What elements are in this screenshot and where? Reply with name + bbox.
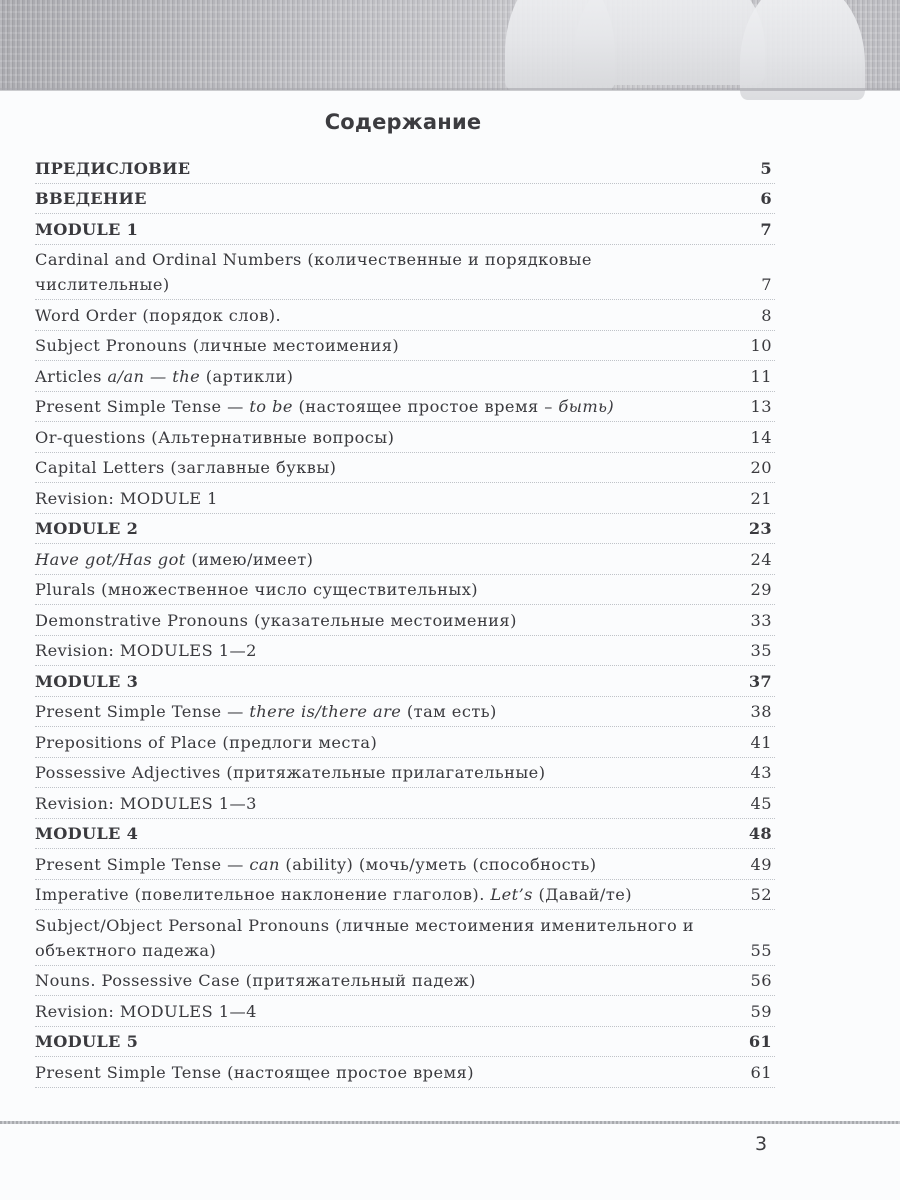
toc-entry[interactable] — [35, 849, 775, 880]
toc-entry-text: Present Simple Tense — — [35, 702, 250, 721]
toc-entry-italic-text: Let’s — [490, 885, 533, 904]
toc-entry[interactable] — [35, 758, 775, 789]
toc-entry[interactable] — [35, 880, 775, 911]
decorative-shape — [575, 0, 765, 85]
decorative-shape — [740, 0, 865, 100]
toc-entry-title — [35, 669, 742, 694]
toc-entry-title — [35, 217, 742, 242]
toc-entry-title — [35, 364, 742, 389]
toc-entry-text: Present Simple Tense — — [35, 397, 250, 416]
toc-page-number: 24 — [750, 549, 772, 569]
toc-entry-title — [35, 999, 742, 1024]
toc-page-number: 14 — [750, 427, 772, 447]
toc-entry[interactable] — [35, 636, 775, 667]
toc-entry[interactable] — [35, 727, 775, 758]
toc-section-heading[interactable] — [35, 819, 775, 850]
page-title: Содержание — [324, 110, 482, 134]
toc-entry-title — [35, 1029, 742, 1054]
toc-entry[interactable] — [35, 544, 775, 575]
toc-entry-text: MODULE 3 — [35, 671, 139, 691]
toc-entry-text: (Давай/те) — [532, 885, 633, 904]
toc-page-number: 8 — [761, 305, 772, 325]
toc-entry-title — [35, 486, 742, 511]
toc-page-number: 61 — [748, 1032, 772, 1051]
toc-section-heading[interactable] — [35, 153, 775, 184]
toc-entry-text: ПРЕДИСЛОВИЕ — [35, 158, 191, 178]
toc-entry-title — [35, 516, 742, 541]
toc-entry-text: Revision: MODULES 1—3 — [35, 793, 257, 813]
toc-entry-text: Word Order (порядок слов). — [35, 305, 282, 325]
toc-entry-text: Nouns. Possessive Case (притяжательный падеж) — [35, 971, 476, 990]
toc-page-number: 23 — [748, 519, 772, 538]
toc-entry-title — [35, 455, 742, 480]
toc-entry[interactable] — [35, 453, 775, 484]
toc-entry-title — [35, 156, 742, 181]
toc-entry-text: Or-questions (Альтернативные вопросы) — [35, 427, 395, 447]
toc-entry-title — [35, 608, 742, 633]
toc-entry[interactable] — [35, 605, 775, 636]
toc-page-number: 59 — [750, 1001, 772, 1021]
toc-page-number: 41 — [750, 732, 772, 752]
toc-entry-italic-text: a/an — the — [107, 366, 201, 386]
toc-entry-text: (ability) (мочь/уметь (способность) — [279, 854, 597, 874]
toc-entry[interactable] — [35, 392, 775, 423]
toc-entry[interactable] — [35, 697, 775, 728]
toc-entry-italic-text: there is/there are — [249, 702, 402, 721]
toc-entry[interactable] — [35, 966, 775, 997]
toc-page-number: 48 — [748, 824, 772, 843]
toc-section-heading[interactable] — [35, 184, 775, 215]
toc-entry[interactable] — [35, 245, 775, 301]
toc-entry-text: (настоящее простое время – — [292, 397, 559, 416]
header-decorative-band — [0, 0, 900, 90]
toc-entry-title — [35, 247, 742, 297]
toc-entry-italic-text: Have got/Has got — [35, 549, 186, 569]
toc-entry-title — [35, 333, 742, 358]
toc-page-number: 45 — [750, 793, 772, 813]
toc-entry-text: (артикли) — [200, 366, 294, 386]
toc-page-number: 56 — [750, 971, 772, 990]
toc-entry-text: MODULE 1 — [35, 219, 139, 239]
toc-entry-text: Prepositions of Place (предлоги места) — [35, 732, 378, 752]
toc-page-number: 33 — [750, 610, 772, 630]
toc-page-number: 13 — [750, 397, 772, 416]
toc-entry-text: Possessive Adjectives (притяжательные прилагательные) — [35, 763, 546, 782]
toc-entry-title — [35, 1060, 742, 1085]
toc-entry-text: Revision: MODULES 1—4 — [35, 1001, 257, 1021]
toc-entry-title — [35, 913, 742, 963]
toc-section-heading[interactable] — [35, 214, 775, 245]
toc-entry-title — [35, 852, 742, 877]
toc-entry-text: Cardinal and Ordinal Numbers (количественные и порядковые числительные) — [35, 250, 592, 294]
toc-page-number: 7 — [760, 219, 772, 239]
toc-entry-title — [35, 547, 742, 572]
toc-entry-text: Demonstrative Pronouns (указательные местоимения) — [35, 610, 517, 630]
toc-page-number: 6 — [760, 189, 772, 208]
table-of-contents — [35, 153, 775, 1088]
toc-page-number: 37 — [748, 671, 772, 691]
toc-entry-text: Capital Letters (заглавные буквы) — [35, 458, 337, 477]
toc-entry[interactable] — [35, 422, 775, 453]
toc-page-number: 11 — [750, 366, 772, 386]
toc-entry-title — [35, 821, 742, 846]
toc-entry-italic-text: to be — [249, 397, 293, 416]
toc-entry-text: Present Simple Tense (настоящее простое время) — [35, 1062, 474, 1082]
toc-page-number: 5 — [760, 158, 772, 178]
toc-entry-text: ВВЕДЕНИЕ — [35, 189, 147, 208]
toc-entry-text: Revision: MODULE 1 — [35, 488, 218, 508]
toc-entry-title — [35, 791, 742, 816]
toc-page-number: 38 — [750, 702, 772, 721]
toc-entry[interactable] — [35, 300, 775, 331]
toc-entry-text: Subject/Object Personal Pronouns (личные местоимения именительного и объектного падежа) — [35, 915, 695, 960]
toc-entry-title — [35, 882, 742, 907]
toc-entry[interactable] — [35, 483, 775, 514]
toc-entry-text: MODULE 2 — [35, 519, 139, 538]
toc-page-number: 20 — [750, 458, 772, 477]
toc-entry-title — [35, 425, 742, 450]
toc-entry-title — [35, 303, 742, 328]
toc-entry-title — [35, 968, 742, 993]
toc-page-number: 55 — [750, 940, 772, 960]
toc-page-number: 29 — [750, 580, 772, 599]
toc-entry[interactable] — [35, 788, 775, 819]
toc-entry-text: (имею/имеет) — [185, 549, 314, 569]
toc-entry-title — [35, 638, 742, 663]
toc-entry-title — [35, 394, 742, 419]
toc-entry-title — [35, 577, 742, 602]
toc-page-number: 43 — [750, 763, 772, 782]
toc-page-number: 61 — [750, 1062, 772, 1082]
toc-entry-title — [35, 186, 742, 211]
toc-page-number: 7 — [761, 275, 772, 294]
toc-entry-text: Imperative (повелительное наклонение глаголов). — [35, 885, 491, 904]
toc-section-heading[interactable] — [35, 1027, 775, 1058]
toc-page-number: 35 — [750, 641, 772, 660]
toc-entry-title — [35, 760, 742, 785]
toc-entry-title — [35, 699, 742, 724]
footer-divider — [0, 1121, 900, 1124]
toc-entry[interactable] — [35, 331, 775, 362]
toc-entry-text: Plurals (множественное число существительных) — [35, 580, 479, 599]
toc-entry[interactable] — [35, 910, 775, 966]
toc-page-number: 52 — [750, 885, 772, 904]
toc-entry-text: Present Simple Tense — — [35, 854, 250, 874]
toc-entry[interactable] — [35, 361, 775, 392]
header-divider — [0, 88, 900, 91]
toc-entry-text: MODULE 4 — [35, 824, 139, 843]
toc-entry-title — [35, 730, 742, 755]
page-number: 3 — [755, 1133, 768, 1155]
toc-entry-text: (там есть) — [401, 702, 497, 721]
toc-page-number: 21 — [750, 488, 772, 508]
toc-entry-text: Articles — [35, 366, 108, 386]
toc-entry[interactable] — [35, 996, 775, 1027]
toc-section-heading[interactable] — [35, 514, 775, 545]
toc-entry-text: MODULE 5 — [35, 1032, 139, 1051]
toc-entry-text: Subject Pronouns (личные местоимения) — [35, 336, 400, 355]
toc-entry[interactable] — [35, 1057, 775, 1088]
toc-page-number: 49 — [750, 854, 772, 874]
toc-entry-italic-text: can — [249, 854, 280, 874]
toc-section-heading[interactable] — [35, 666, 775, 697]
toc-entry-text: Revision: MODULES 1—2 — [35, 641, 257, 660]
toc-entry-italic-text: быть) — [558, 397, 615, 416]
toc-entry[interactable] — [35, 575, 775, 606]
toc-page-number: 10 — [750, 336, 772, 355]
